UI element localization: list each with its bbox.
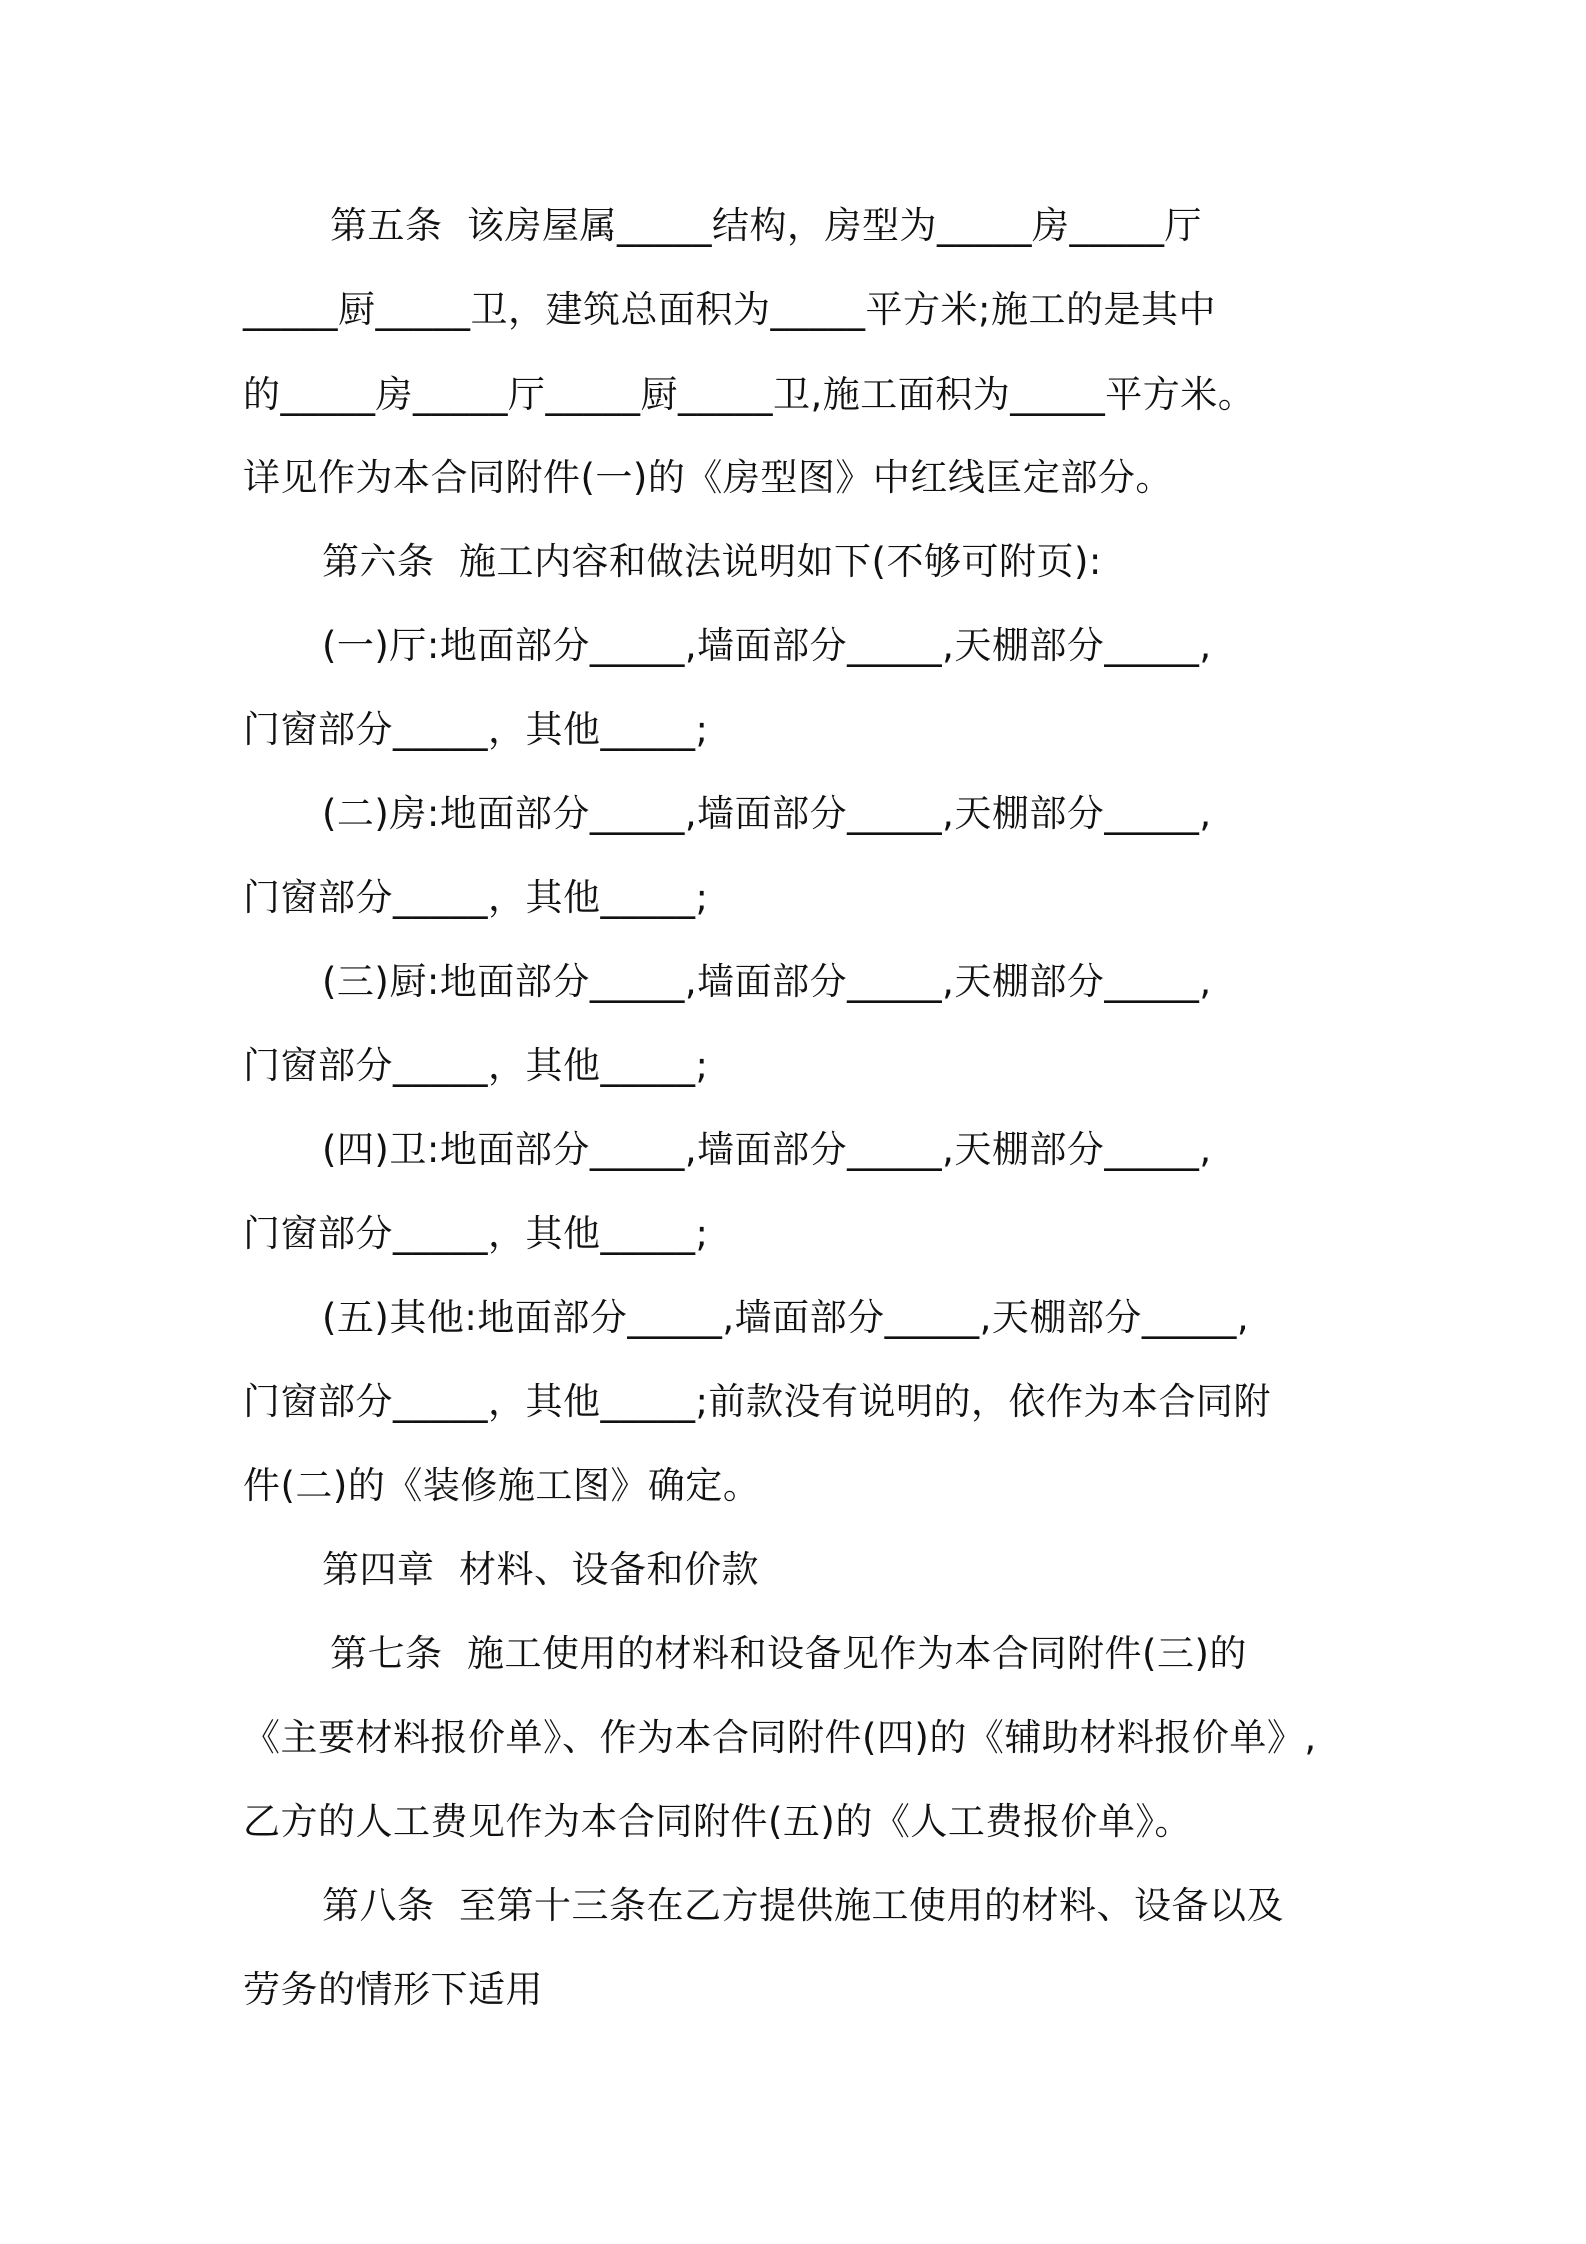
text-line: 第五条 该房屋属_____结构，房型为_____房_____厅 <box>330 204 1203 247</box>
text-line: 门窗部分_____，其他_____; <box>243 708 709 751</box>
text-line: (二)房:地面部分_____,墙面部分_____,天棚部分_____, <box>322 792 1212 835</box>
text-line: (一)厅:地面部分_____,墙面部分_____,天棚部分_____, <box>322 624 1212 667</box>
text-line: 乙方的人工费见作为本合同附件(五)的《人工费报价单》。 <box>243 1800 1192 1843</box>
text-line: 第八条 至第十三条在乙方提供施工使用的材料、设备以及 <box>322 1884 1285 1927</box>
text-line: 的_____房_____厅_____厨_____卫,施工面积为_____平方米。 <box>243 373 1256 416</box>
text-line: 门窗部分_____，其他_____;前款没有说明的，依作为本合同附 <box>243 1380 1271 1423</box>
text-line: (五)其他:地面部分_____,墙面部分_____,天棚部分_____, <box>322 1296 1250 1339</box>
text-line: 门窗部分_____，其他_____; <box>243 876 709 919</box>
text-line: 门窗部分_____，其他_____; <box>243 1212 709 1255</box>
text-line: 门窗部分_____，其他_____; <box>243 1044 709 1087</box>
text-line: _____厨_____卫，建筑总面积为_____平方米;施工的是其中 <box>243 288 1216 331</box>
text-line: (三)厨:地面部分_____,墙面部分_____,天棚部分_____, <box>322 960 1212 1003</box>
text-line: 《主要材料报价单》、作为本合同附件(四)的《辅助材料报价单》, <box>243 1716 1317 1759</box>
text-line: (四)卫:地面部分_____,墙面部分_____,天棚部分_____, <box>322 1128 1212 1171</box>
text-line: 详见作为本合同附件(一)的《房型图》中红线匡定部分。 <box>243 456 1173 499</box>
text-line: 劳务的情形下适用 <box>243 1968 543 2011</box>
text-line: 件(二)的《装修施工图》确定。 <box>243 1464 761 1507</box>
chapter-heading: 第四章 材料、设备和价款 <box>322 1548 760 1591</box>
text-line: 第六条 施工内容和做法说明如下(不够可附页): <box>322 540 1102 583</box>
text-line: 第七条 施工使用的材料和设备见作为本合同附件(三)的 <box>330 1632 1247 1675</box>
